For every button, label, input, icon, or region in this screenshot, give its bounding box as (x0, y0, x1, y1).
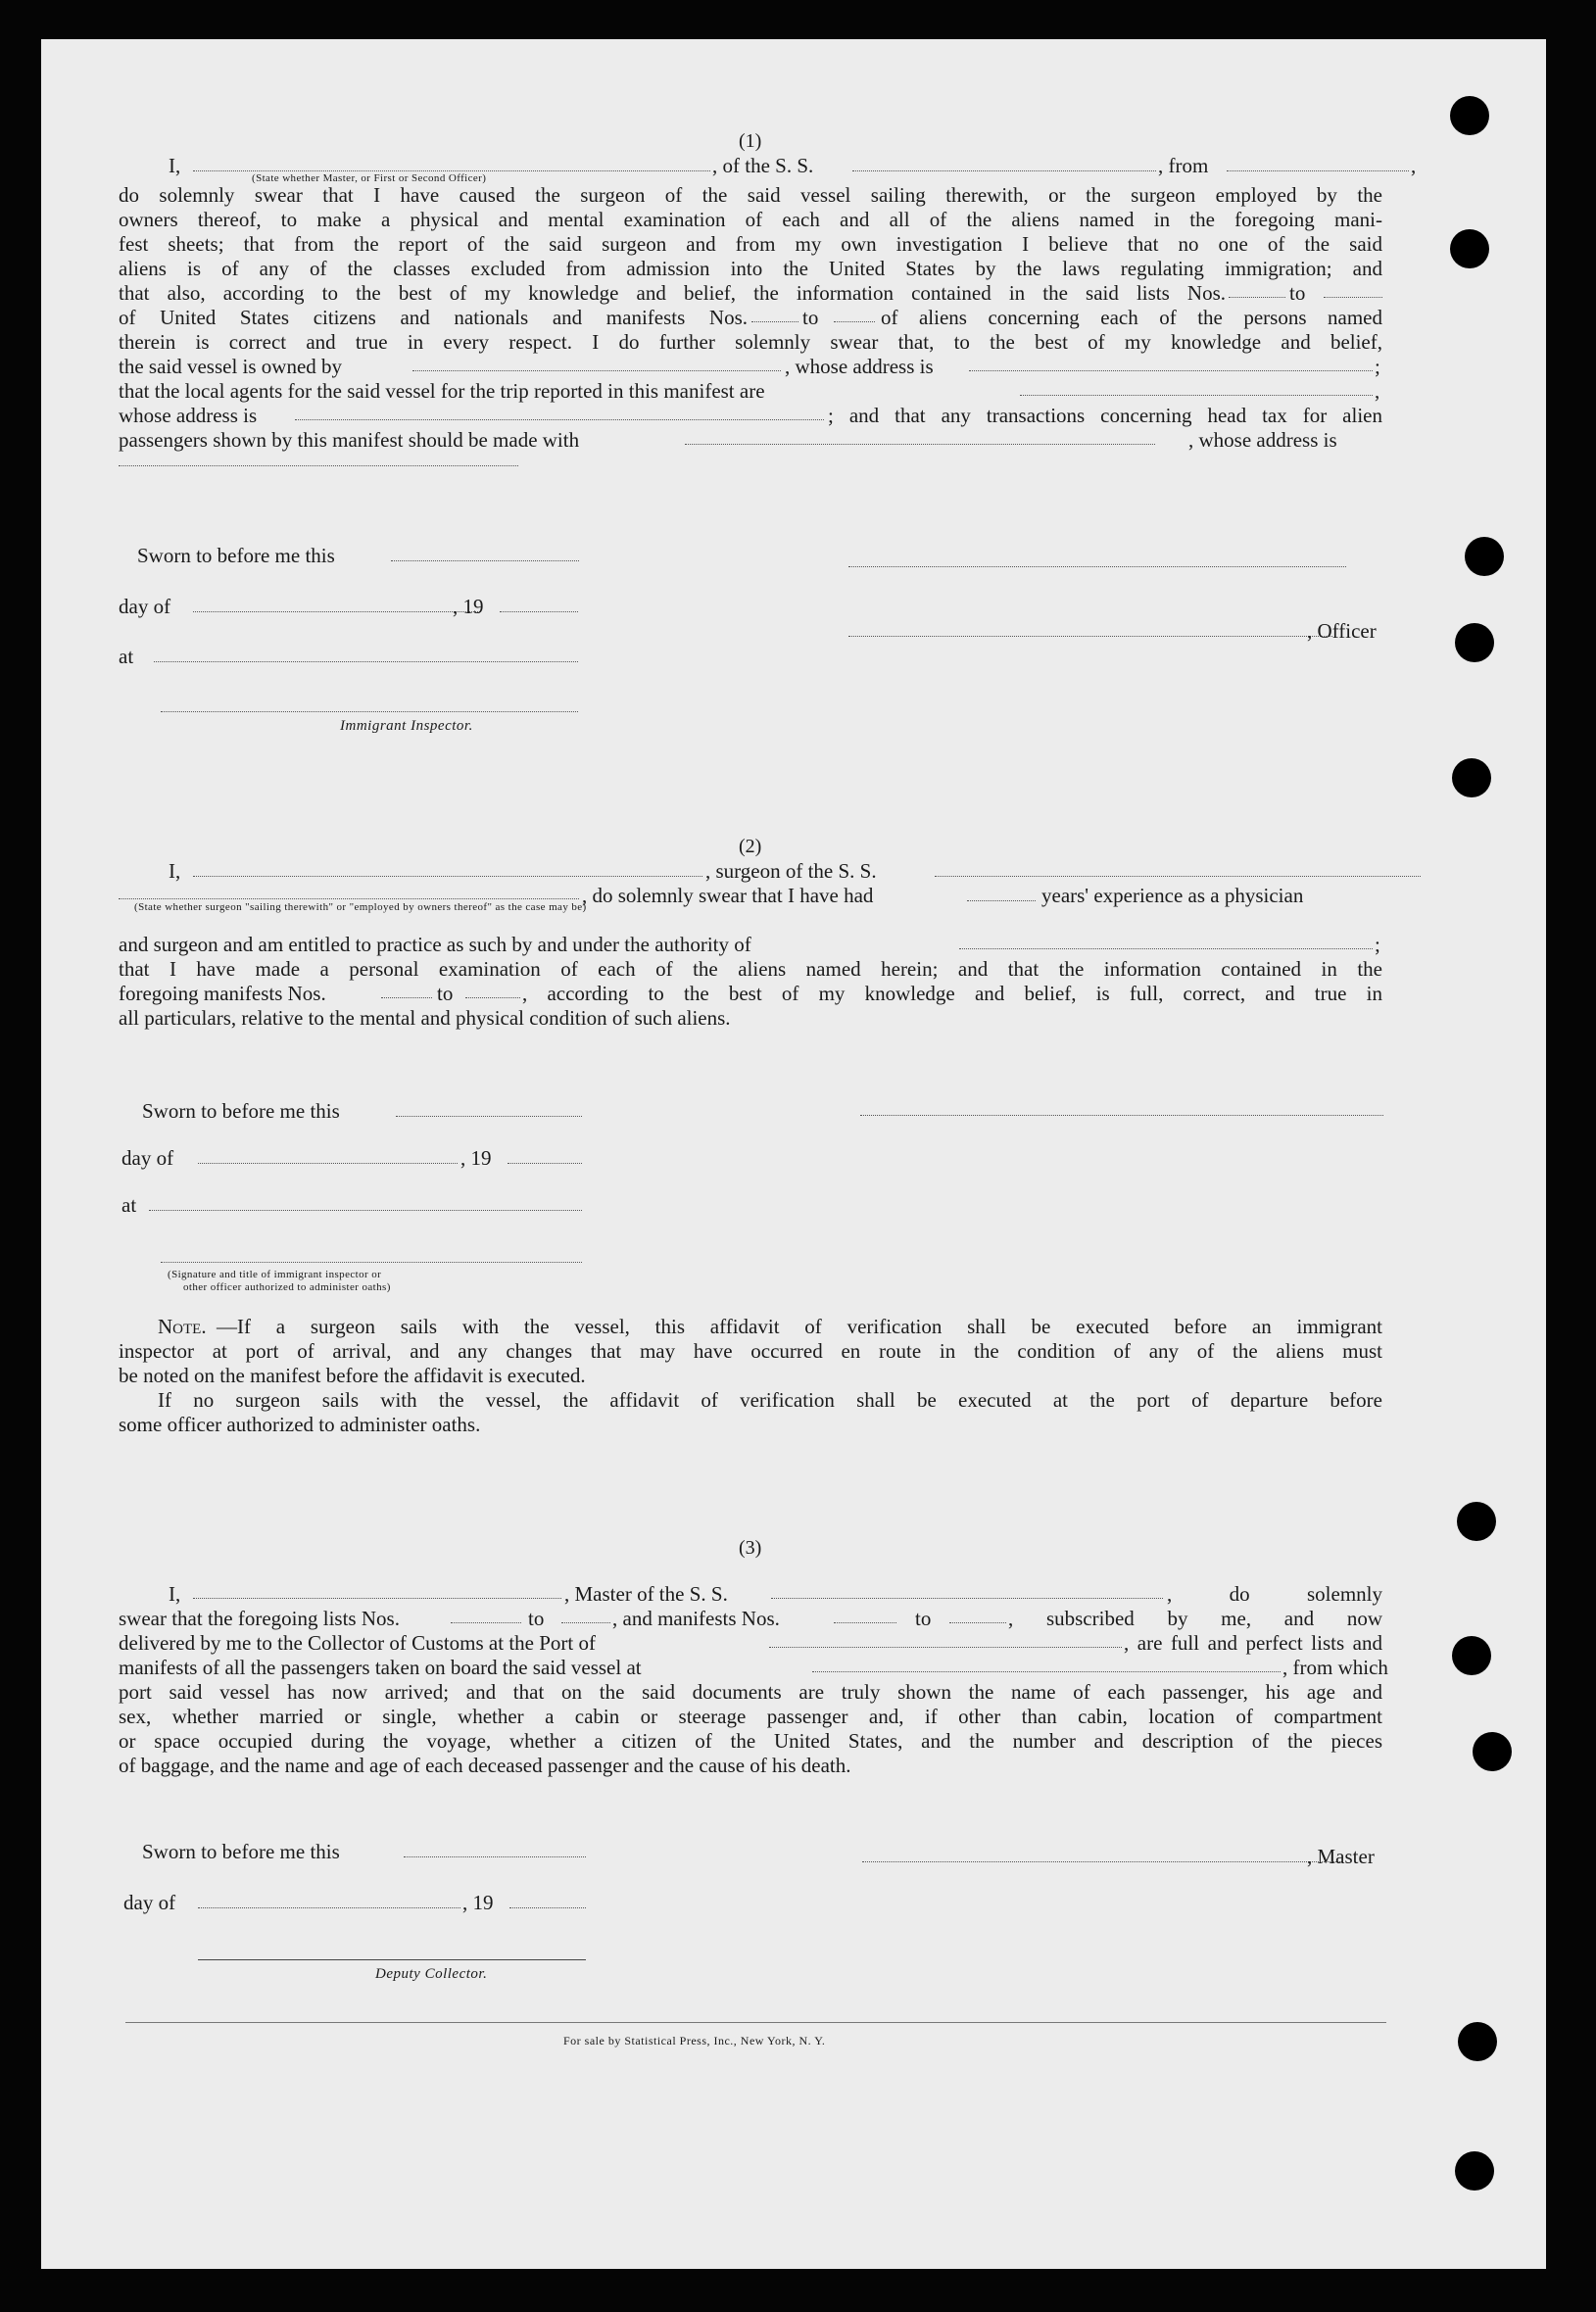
section-2-body (119, 933, 1382, 1040)
at-label: at (119, 645, 134, 668)
collector-signature-line[interactable] (198, 1959, 586, 1960)
master-signature-line[interactable] (862, 1861, 1342, 1862)
s3-line2a: swear that the foregoing lists Nos. (119, 1607, 400, 1630)
section-1-number: (1) (739, 130, 762, 152)
officer-name-line[interactable] (848, 636, 1332, 637)
surgeon-ship-blank[interactable] (935, 876, 1421, 877)
section-3-i: I, (169, 1582, 181, 1606)
footer-imprint: For sale by Statistical Press, Inc., New York, N. Y. (563, 2034, 826, 2047)
collector-caption: Deputy Collector. (375, 1966, 488, 1982)
surgeon-status-hint: (State whether surgeon "sailing therewith" or "employed by owners thereof" as the case may be) (134, 901, 587, 913)
owner-address-blank[interactable] (969, 370, 1373, 371)
head-tax-address-blank[interactable] (119, 465, 518, 466)
note-label: Note. (158, 1315, 207, 1338)
manifest-from-blank[interactable] (751, 321, 798, 322)
whose-address-label: , whose address is (785, 355, 934, 378)
month-blank[interactable] (198, 1163, 458, 1164)
s2-list-from-blank[interactable] (381, 997, 432, 998)
section-2-i: I, (169, 859, 181, 883)
manifest-to-blank[interactable] (834, 321, 875, 322)
surgeon-status-blank[interactable] (119, 898, 579, 899)
s1-line: aliens is of any of the classes excluded from admission into the United States by the laws regulating immigration; and (119, 257, 1382, 280)
from-port-blank[interactable] (1227, 170, 1409, 171)
officer-name-blank[interactable] (193, 170, 710, 171)
s3-line: or space occupied during the voyage, whether a citizen of the United States, and the number and description of the pieces (119, 1729, 1382, 1753)
binder-hole (1455, 623, 1494, 662)
whose-address-label: , whose address is (1188, 428, 1337, 452)
master-ship-blank[interactable] (771, 1598, 1163, 1599)
s1-line: passengers shown by this manifest should be made with (119, 428, 580, 452)
note-block (119, 1315, 1382, 1442)
s3-line3a: delivered by me to the Collector of Customs at the Port of (119, 1631, 596, 1655)
sworn-label: Sworn to before me this (142, 1099, 340, 1123)
years-blank[interactable] (967, 900, 1036, 901)
ship-name-blank[interactable] (852, 170, 1156, 171)
note-line: some officer authorized to administer oaths. (119, 1413, 481, 1436)
section-3-body (119, 1582, 1388, 1777)
master-of-label: , Master of the S. S. (564, 1582, 728, 1606)
note-line: If no surgeon sails with the vessel, the affidavit of verification shall be executed at the port of departure before (158, 1388, 1382, 1412)
binder-hole (1473, 1732, 1512, 1771)
surgeon-name-blank[interactable] (193, 876, 702, 877)
s1-line: whose address is (119, 404, 258, 427)
do-solemnly-label: , do solemnly (1167, 1582, 1382, 1606)
inspector-caption: Immigrant Inspector. (340, 718, 473, 734)
year-prefix: , 19 (462, 1891, 494, 1914)
note-line: inspector at port of arrival, and any changes that may have occurred en route in the condition of any of the aliens must (119, 1339, 1382, 1363)
s1-line: that also, according to the best of my knowledge and belief, the information contained in the said lists Nos. (119, 281, 1226, 305)
according-text: , according to the best of my knowledge and belief, is full, correct, and true in (522, 982, 1382, 1005)
footer-rule (125, 2022, 1386, 2023)
s1-line: of United States citizens and nationals and manifests Nos. (119, 306, 748, 329)
s3-manifest-to-blank[interactable] (949, 1622, 1006, 1623)
note-line: be noted on the manifest before the affidavit is executed. (119, 1364, 586, 1387)
surgeon-of-label: , surgeon of the S. S. (705, 859, 877, 883)
port-blank[interactable] (769, 1647, 1122, 1648)
of-the-ss-label: , of the S. S. (712, 154, 814, 177)
signature-hint-2: other officer authorized to administer oaths) (183, 1281, 391, 1293)
list-to-blank[interactable] (1324, 297, 1382, 298)
s2-line: that I have made a personal examination of each of the aliens named herein; and that the information contained in the (119, 957, 1382, 981)
official-signature-line[interactable] (161, 1262, 582, 1263)
binder-hole (1452, 758, 1491, 797)
binder-hole (1455, 2151, 1494, 2191)
month-blank[interactable] (198, 1907, 460, 1908)
note-line: —If a surgeon sails with the vessel, this affidavit of verification shall be executed before an immigrant (217, 1315, 1382, 1338)
section-3-number: (3) (739, 1537, 762, 1559)
of-aliens-text: of aliens concerning each of the persons named (881, 306, 1382, 329)
day-of-label: day of (119, 595, 171, 618)
s1-line: that the local agents for the said vessel for the trip reported in this manifest are (119, 379, 765, 403)
s3-list-to-blank[interactable] (561, 1622, 610, 1623)
owner-blank[interactable] (412, 370, 781, 371)
s1-line: do solemnly swear that I have caused the surgeon of the said vessel sailing therewith, or the surgeon employed by the (119, 183, 1382, 207)
head-tax-text: ; and that any transactions concerning head tax for alien (828, 404, 1382, 427)
day-of-label: day of (123, 1891, 176, 1914)
sworn-label: Sworn to before me this (142, 1840, 340, 1863)
binder-hole (1452, 1636, 1491, 1675)
to-label: to (915, 1607, 932, 1630)
at-label: at (121, 1193, 137, 1217)
from-which-label: , from which (1282, 1656, 1388, 1679)
sworn-day-blank[interactable] (396, 1116, 582, 1117)
sworn-label: Sworn to before me this (137, 544, 335, 567)
master-label: , Master (1307, 1845, 1375, 1868)
binder-hole (1450, 229, 1489, 268)
sworn-day-blank[interactable] (391, 560, 579, 561)
binder-hole (1457, 1502, 1496, 1541)
full-lists-label: , are full and perfect lists and (1124, 1631, 1382, 1655)
day-of-label: day of (121, 1146, 174, 1170)
place-blank[interactable] (149, 1210, 582, 1211)
officer-rank-hint: (State whether Master, or First or Second Officer) (252, 172, 487, 184)
year-blank[interactable] (508, 1163, 582, 1164)
s2-line: and surgeon and am entitled to practice as such by and under the authority of (119, 933, 751, 956)
surgeon-signature-line[interactable] (860, 1115, 1383, 1116)
s1-line: fest sheets; that from the report of the said surgeon and from my own investigation I believe that no one of the said (119, 232, 1382, 256)
comma: , (1375, 379, 1380, 403)
s1-line: therein is correct and true in every respect. I do further solemnly swear that, to the best of my knowledge and belief, (119, 330, 1382, 354)
officer-label: , Officer (1307, 619, 1377, 643)
embark-port-blank[interactable] (812, 1671, 1281, 1672)
s3-line4a: manifests of all the passengers taken on board the said vessel at (119, 1656, 642, 1679)
inspector-signature-line[interactable] (161, 711, 578, 712)
s2-line: foregoing manifests Nos. (119, 982, 326, 1005)
master-name-blank[interactable] (193, 1598, 561, 1599)
binder-hole (1465, 537, 1504, 576)
year-prefix: , 19 (460, 1146, 492, 1170)
do-solemnly-label: , do solemnly swear that I have had (582, 884, 874, 907)
s3-line: port said vessel has now arrived; and that on the said documents are truly shown the name of each passenger, his age and (119, 1680, 1382, 1704)
list-from-blank[interactable] (1229, 297, 1285, 298)
place-blank[interactable] (154, 661, 578, 662)
s3-manifest-from-blank[interactable] (834, 1622, 896, 1623)
to-label: to (528, 1607, 545, 1630)
section-1-i: I, (169, 154, 181, 177)
s3-line: of baggage, and the name and age of each deceased passenger and the cause of his death. (119, 1754, 851, 1777)
authority-blank[interactable] (959, 948, 1373, 949)
and-manifests-label: , and manifests Nos. (612, 1607, 780, 1630)
s2-list-to-blank[interactable] (465, 997, 520, 998)
subscribed-label: , subscribed by me, and now (1008, 1607, 1382, 1630)
from-label: , from (1158, 154, 1209, 177)
s3-line: sex, whether married or single, whether a cabin or steerage passenger and, if other than cabin, location of compartment (119, 1705, 1382, 1728)
year-blank[interactable] (509, 1907, 586, 1908)
year-blank[interactable] (500, 611, 578, 612)
semicolon: ; (1375, 355, 1380, 378)
month-blank[interactable] (193, 611, 480, 612)
form-page (41, 39, 1546, 2269)
years-exp-label: years' experience as a physician (1041, 884, 1304, 907)
s3-list-from-blank[interactable] (451, 1622, 521, 1623)
s2-line: all particulars, relative to the mental and physical condition of such aliens. (119, 1006, 731, 1030)
sworn-day-blank[interactable] (404, 1856, 586, 1857)
to-label: to (1289, 281, 1306, 305)
to-label: to (802, 306, 819, 329)
to-label: to (437, 982, 454, 1005)
section-2-number: (2) (739, 836, 762, 857)
binder-hole (1450, 96, 1489, 135)
semicolon: ; (1375, 933, 1380, 956)
head-tax-party-blank[interactable] (685, 444, 1155, 445)
section-1-body (119, 183, 1382, 516)
signature-hint-1: (Signature and title of immigrant inspector or (168, 1269, 382, 1280)
officer-signature-line[interactable] (848, 566, 1346, 567)
binder-hole (1458, 2022, 1497, 2061)
agents-blank[interactable] (1020, 395, 1373, 396)
agents-address-blank[interactable] (295, 419, 824, 420)
s1-line: the said vessel is owned by (119, 355, 343, 378)
line1-end: , (1411, 154, 1417, 177)
year-prefix: , 19 (453, 595, 484, 618)
s1-line: owners thereof, to make a physical and mental examination of each and all of the aliens named in the foregoing mani- (119, 208, 1382, 231)
